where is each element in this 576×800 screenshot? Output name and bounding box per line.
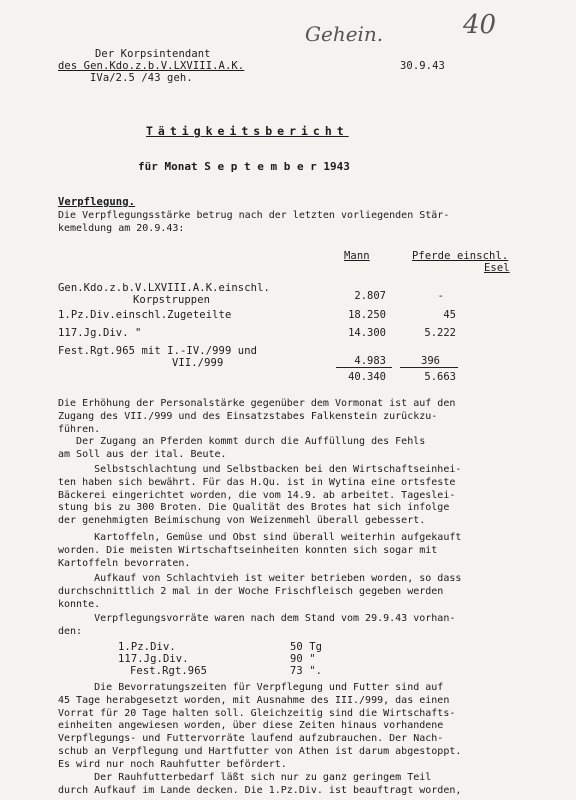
handwritten-annotation: Gehein. <box>305 22 384 46</box>
page-title: Tätigkeitsbericht <box>146 124 349 138</box>
column-header-esel: Esel <box>484 262 510 274</box>
sender-line-2: des Gen.Kdo.z.b.V.LXVIII.A.K. <box>58 60 245 72</box>
table-row-label: 117.Jg.Div. " <box>58 327 142 339</box>
table-cell-mann: 14.300 <box>348 327 386 339</box>
column-header-mann: Mann <box>344 250 370 262</box>
document-date: 30.9.43 <box>400 60 445 72</box>
body-paragraph: Die Bevorratungszeiten für Verpflegung und Futter sind auf 45 Tage herabgesetzt worden, mit Ausnahme des III./999, das einen Vorrat für 20 Tage halten soll. Gleichzeitig sind die Wirtschafts- einheiten angewiesen worden, über diese Zeiten hinaus vorhandene Verpflegungs- und Futtervorräte laufend aufzubrauchen. Der Nach- schub an Verpflegung und Hartfutter von Athen ist darum abgestoppt. Es wird nur noch Rauhfutter befördert. <box>58 682 462 770</box>
stock-unit: 117.Jg.Div. <box>118 653 189 665</box>
intro-paragraph: Die Verpflegungsstärke betrug nach der letzten vorliegenden Stär- kemeldung am 20.9.43: <box>58 210 450 234</box>
table-row-label-cont: VII./999 <box>172 357 224 369</box>
body-paragraph: Selbstschlachtung und Selbstbacken bei den Wirtschaftseinhei- ten haben sich bewährt. Für das H.Qu. ist in Wytina eine ortsfeste Bäckerei eingerichtet worden, die vom 14.9. ab arbeitet. Tageslei- stung bis zu 300 Broten. Die Qualität des Brotes hat sich infolge der genehmigten Beimischung von Weizenmehl überall gebessert. <box>58 464 462 527</box>
page-number: 40 <box>463 10 497 40</box>
table-cell-pferde: - <box>437 290 444 302</box>
table-cell-pferde: 5.222 <box>424 327 456 339</box>
section-heading: Verpflegung. <box>58 196 136 208</box>
table-cell-pferde: 45 <box>443 309 456 321</box>
page-subtitle: für Monat S e p t e m b e r 1943 <box>138 160 350 173</box>
stock-unit: Fest.Rgt.965 <box>130 665 208 677</box>
sum-rule-mann <box>336 367 392 368</box>
table-total-pferde: 5.663 <box>424 371 456 383</box>
stock-value: 50 Tg <box>290 641 323 653</box>
sender-line-1: Der Korpsintendant <box>95 48 211 60</box>
table-row-label: Fest.Rgt.965 mit I.-IV./999 und <box>58 345 258 357</box>
table-row-label: Gen.Kdo.z.b.V.LXVIII.A.K.einschl. <box>58 282 270 294</box>
table-row-label: 1.Pz.Div.einschl.Zugeteilte <box>58 309 232 321</box>
table-cell-pferde: 396 <box>421 355 440 367</box>
stock-unit: 1.Pz.Div. <box>118 641 176 653</box>
table-total-mann: 40.340 <box>348 371 386 383</box>
body-paragraph: Die Erhöhung der Personalstärke gegenüber dem Vormonat ist auf den Zugang des VII./999 und des Einsatzstabes Falkenstein zurückzu- führen. <box>58 398 456 435</box>
body-paragraph: Verpflegungsvorräte waren nach dem Stand vom 29.9.43 vorhan- den: <box>58 613 456 637</box>
table-cell-mann: 4.983 <box>354 355 386 367</box>
stock-value: 73 ". <box>290 665 323 677</box>
body-paragraph: Der Rauhfutterbedarf läßt sich nur zu ganz geringem Teil durch Aufkauf im Lande decken. Die 1.Pz.Div. ist beauftragt worden, <box>58 772 462 796</box>
body-paragraph: Der Zugang an Pferden kommt durch die Auffüllung des Fehls am Soll aus der ital. Beute. <box>58 436 426 460</box>
table-row-label-cont: Korpstruppen <box>133 294 211 306</box>
table-cell-mann: 18.250 <box>348 309 386 321</box>
body-paragraph: Kartoffeln, Gemüse und Obst sind überall weiterhin aufgekauft worden. Die meisten Wirtschaftseinheiten konnten sich sogar mit Kartoffeln bevorraten. <box>58 532 462 569</box>
table-cell-mann: 2.807 <box>354 290 386 302</box>
column-header-pferde: Pferde einschl. <box>412 250 509 262</box>
sum-rule-pferde <box>400 367 458 368</box>
body-paragraph: Aufkauf von Schlachtvieh ist weiter betrieben worden, so dass durchschnittlich 2 mal in der Woche Frischfleisch gegeben werden konnte. <box>58 573 462 610</box>
stock-value: 90 " <box>290 653 316 665</box>
reference-number: IVa/2.5 /43 geh. <box>90 72 193 84</box>
